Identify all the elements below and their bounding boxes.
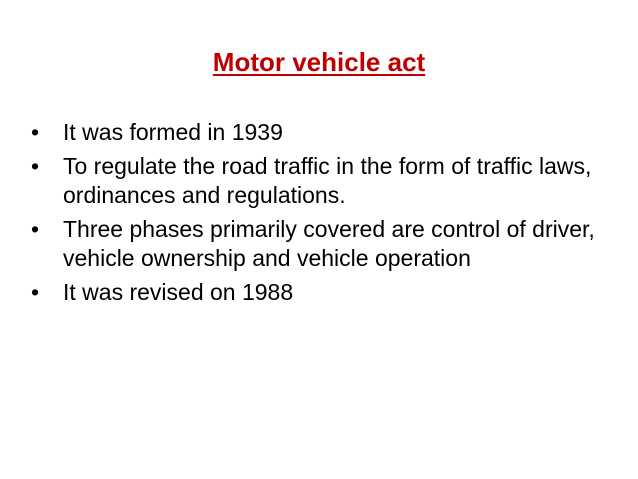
bullet-text: To regulate the road traffic in the form of traffic laws, ordinances and regulations. <box>63 152 592 208</box>
bullet-item-formed <box>31 118 611 148</box>
bullet-icon: • <box>31 152 40 179</box>
bullet-list <box>31 118 611 311</box>
bullet-icon: • <box>31 215 40 242</box>
bullet-icon: • <box>31 278 40 305</box>
bullet-text: Three phases primarily covered are control of driver, vehicle ownership and vehicle operation <box>63 215 595 271</box>
bullet-item-regulate <box>31 152 611 211</box>
slide-title: Motor vehicle act <box>212 47 426 77</box>
bullet-text: It was formed in 1939 <box>63 119 283 145</box>
bullet-text: It was revised on 1988 <box>63 278 294 305</box>
bullet-item-revised <box>31 278 611 308</box>
bullet-item-phases <box>31 215 611 274</box>
bullet-icon: • <box>31 119 40 145</box>
